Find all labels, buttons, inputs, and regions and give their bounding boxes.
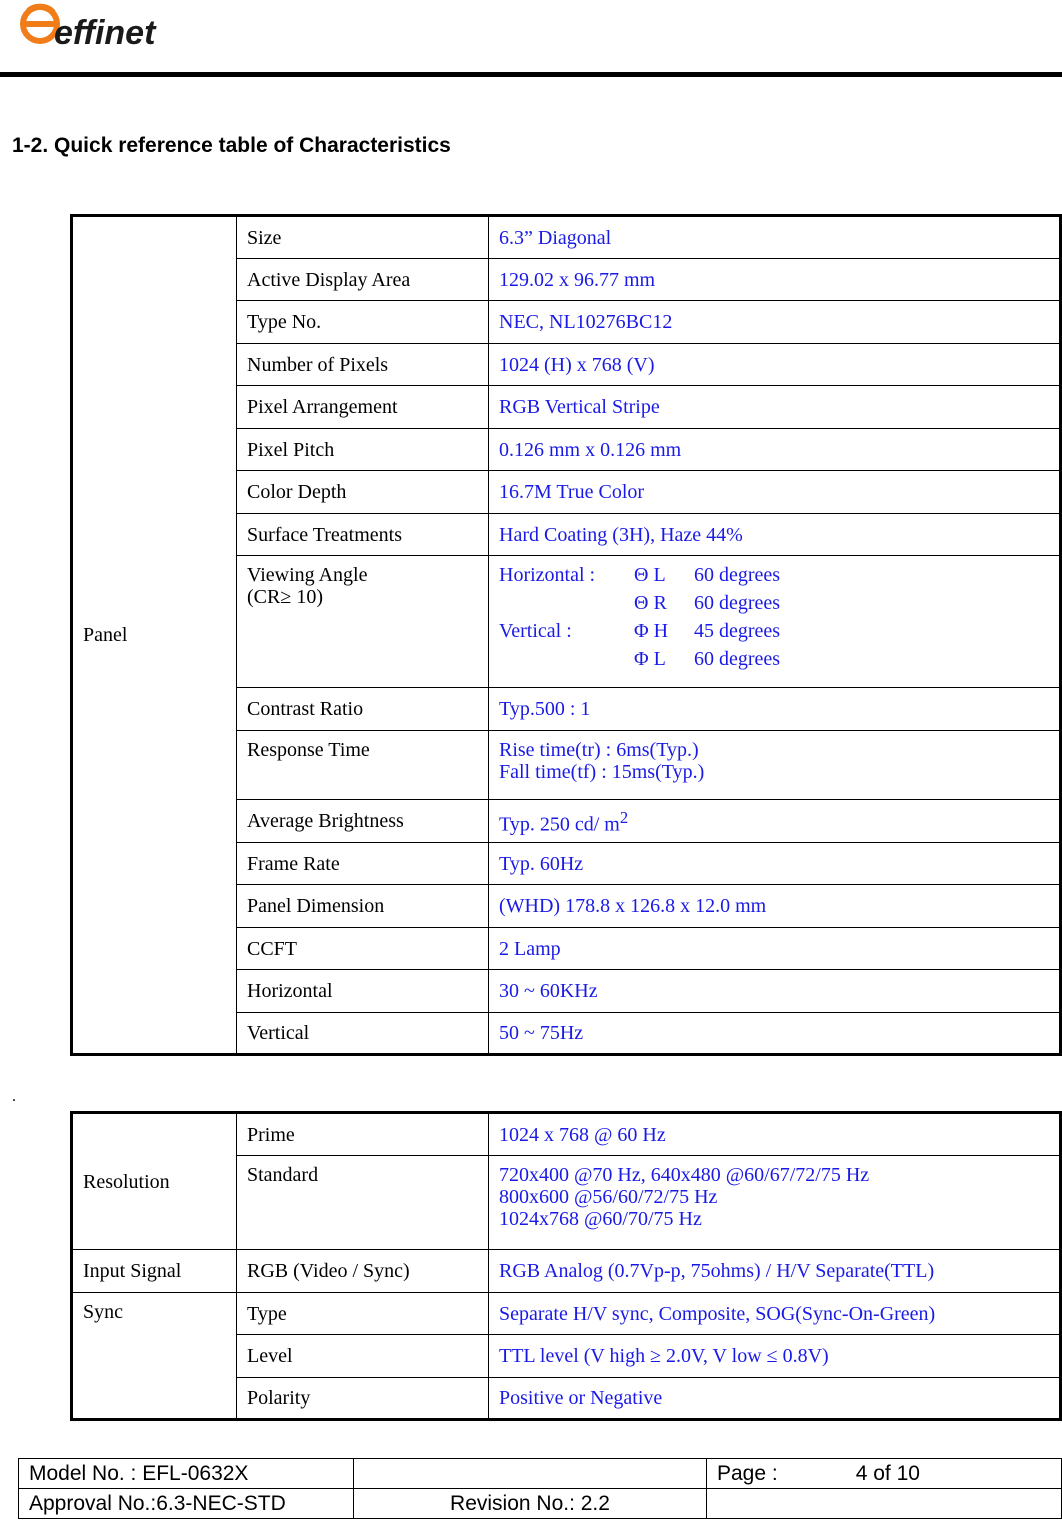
viewing-angle-label-line2: (CR≥ 10): [247, 586, 323, 608]
polarity-value: Positive or Negative: [489, 1378, 1061, 1420]
effinet-logo: [14, 2, 184, 58]
spec-label: Surface Treatments: [237, 514, 489, 556]
spec-value: NEC, NL10276BC12: [489, 301, 1061, 344]
phi-l-symbol: Φ L: [634, 648, 666, 670]
theta-r-symbol: Θ R: [634, 592, 667, 614]
prime-value: 1024 x 768 @ 60 Hz: [489, 1113, 1061, 1156]
panel-group-label: Panel: [72, 216, 237, 1055]
resolution-label: Resolution: [72, 1113, 237, 1250]
spec-value: Typ.500 : 1: [489, 688, 1061, 731]
spec-label: Color Depth: [237, 471, 489, 514]
prime-label: Prime: [237, 1113, 489, 1156]
sync-label: Sync: [72, 1293, 237, 1420]
phi-h-symbol: Φ H: [634, 620, 669, 642]
spec-value: 2 Lamp: [489, 928, 1061, 970]
scanning-vertical-value: 50 ~ 75Hz: [489, 1013, 1061, 1055]
footer-row: [19, 1489, 1062, 1519]
spec-label: Panel Dimension: [237, 885, 489, 928]
spec-label: Frame Rate: [237, 843, 489, 885]
level-value: TTL level (V high ≥ 2.0V, V low ≤ 0.8V): [489, 1335, 1061, 1378]
standard-line: 800x600 @56/60/72/75 Hz: [499, 1186, 718, 1208]
rise-time: Rise time(tr) : 6ms(Typ.): [499, 739, 699, 761]
brightness-superscript: 2: [619, 807, 629, 827]
theta-l-symbol: Θ L: [634, 564, 666, 586]
spec-value: (WHD) 178.8 x 126.8 x 12.0 mm: [489, 885, 1061, 928]
vertical-label: Vertical :: [499, 620, 572, 642]
revision-number: Revision No.: 2.2: [354, 1489, 707, 1519]
table-row: [72, 216, 1061, 259]
brightness-label: Average Brightness: [237, 800, 489, 843]
viewing-angle-label-line1: Viewing Angle: [247, 564, 368, 586]
spec-value: 6.3” Diagonal: [489, 216, 1061, 259]
theta-r-value: 60 degrees: [694, 592, 781, 614]
horizontal-label: Horizontal :: [499, 564, 596, 586]
scanning-horizontal-label: Horizontal: [237, 970, 489, 1013]
spec-label: Number of Pixels: [237, 344, 489, 386]
footer-empty-cell: [354, 1459, 707, 1489]
spec-value: RGB Vertical Stripe: [489, 386, 1061, 429]
spec-label: Size: [237, 216, 489, 259]
response-time-label: Response Time: [237, 731, 489, 800]
page-number: [707, 1459, 1062, 1489]
spec-value: 0.126 mm x 0.126 mm: [489, 429, 1061, 471]
spec-value: 16.7M True Color: [489, 471, 1061, 514]
spec-label: Contrast Ratio: [237, 688, 489, 731]
brightness-value: [489, 800, 1061, 843]
input-signal-value: RGB Analog (0.7Vp-p, 75ohms) / H/V Separate(TTL): [489, 1250, 1061, 1293]
header-rule: [0, 72, 1062, 77]
type-label: Type: [237, 1293, 489, 1335]
signal-table: [70, 1111, 1062, 1421]
standard-value: [489, 1156, 1061, 1250]
spec-value: Hard Coating (3H), Haze 44%: [489, 514, 1061, 556]
page-label: Page :: [717, 1461, 778, 1485]
separator-dot: .: [12, 1088, 16, 1105]
spec-label: Pixel Pitch: [237, 429, 489, 471]
phi-h-value: 45 degrees: [694, 620, 781, 642]
spec-label: Active Display Area: [237, 259, 489, 301]
characteristics-table: [70, 214, 1062, 1056]
scanning-horizontal-value: 30 ~ 60KHz: [489, 970, 1061, 1013]
document-footer: [18, 1458, 1062, 1519]
spec-value: Typ. 60Hz: [489, 843, 1061, 885]
section-title: 1-2. Quick reference table of Characteristics: [12, 134, 451, 157]
scanning-vertical-label: Vertical: [237, 1013, 489, 1055]
standard-line: 1024x768 @60/70/75 Hz: [499, 1208, 702, 1230]
level-label: Level: [237, 1335, 489, 1378]
theta-l-value: 60 degrees: [694, 564, 781, 586]
spec-label: Type No.: [237, 301, 489, 344]
brightness-text: Typ. 250 cd/ m: [499, 813, 620, 836]
spec-label: CCFT: [237, 928, 489, 970]
polarity-label: Polarity: [237, 1378, 489, 1420]
viewing-angle-value: [489, 556, 1061, 688]
table-row: [72, 1113, 1061, 1156]
spec-label: Pixel Arrangement: [237, 386, 489, 429]
logo-text: effinet: [54, 14, 156, 52]
footer-empty-cell: [707, 1489, 1062, 1519]
phi-l-value: 60 degrees: [694, 648, 781, 670]
table-row: [72, 1293, 1061, 1335]
type-value: Separate H/V sync, Composite, SOG(Sync-On-Green): [489, 1293, 1061, 1335]
input-signal-label: Input Signal: [72, 1250, 237, 1293]
input-signal-sub: RGB (Video / Sync): [237, 1250, 489, 1293]
footer-row: [19, 1459, 1062, 1489]
spec-value: 1024 (H) x 768 (V): [489, 344, 1061, 386]
page-value: 4 of 10: [855, 1461, 920, 1485]
standard-label: Standard: [237, 1156, 489, 1250]
approval-number: Approval No.:6.3-NEC-STD: [19, 1489, 354, 1519]
viewing-angle-label: [237, 556, 489, 688]
spec-value: 129.02 x 96.77 mm: [489, 259, 1061, 301]
model-number: Model No. : EFL-0632X: [19, 1459, 354, 1489]
response-time-value: [489, 731, 1061, 800]
standard-line: 720x400 @70 Hz, 640x480 @60/67/72/75 Hz: [499, 1164, 870, 1186]
fall-time: Fall time(tf) : 15ms(Typ.): [499, 761, 705, 783]
table-row: [72, 1250, 1061, 1293]
